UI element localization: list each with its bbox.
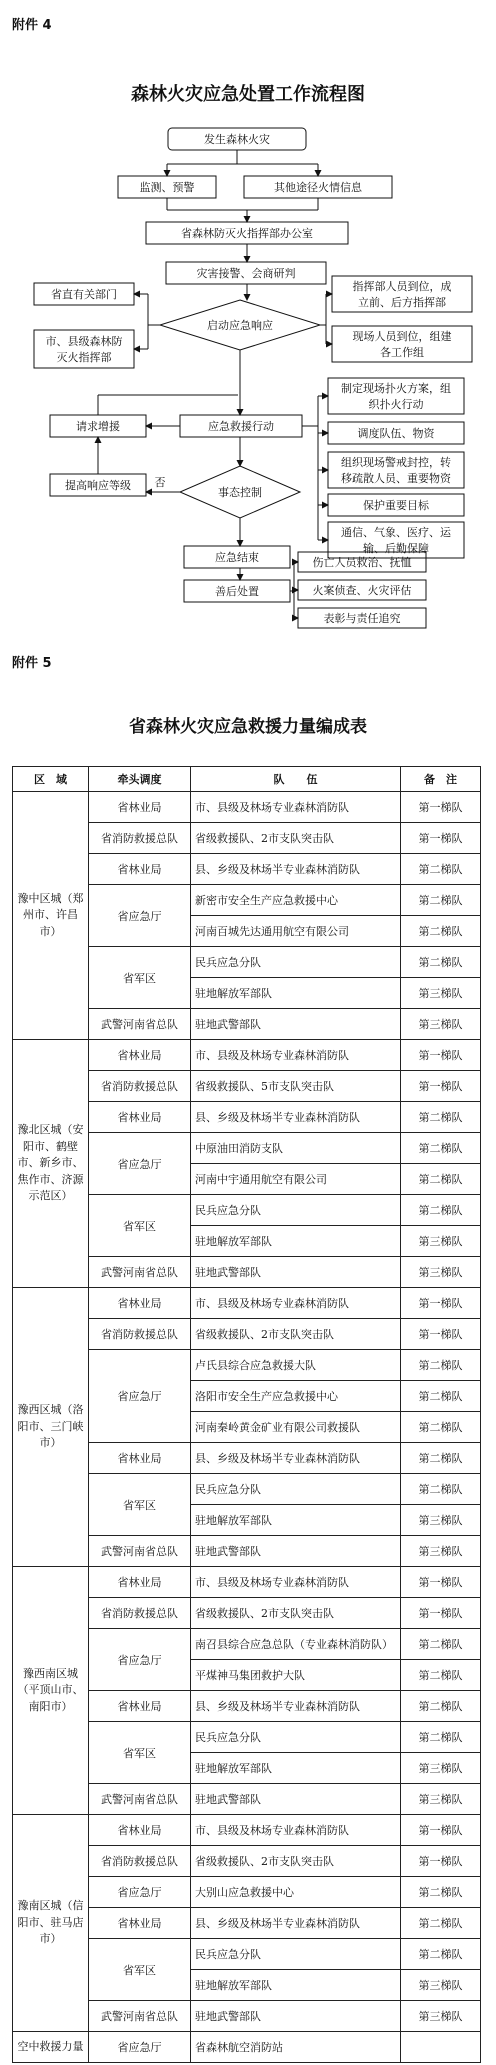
note-cell: 第二梯队 [401,1474,481,1505]
label-alarm: 灾害接警、会商研判 [196,267,296,280]
note-cell: 第二梯队 [401,885,481,916]
lead-cell: 省林业局 [89,854,191,885]
team-cell: 驻地解放军部队 [191,1970,401,2001]
team-cell: 县、乡级及林场半专业森林消防队 [191,1443,401,1474]
label-raise-level: 提高响应等级 [65,479,131,492]
note-cell: 第三梯队 [401,1009,481,1040]
note-cell: 第一梯队 [401,1288,481,1319]
lead-cell: 省林业局 [89,1102,191,1133]
team-cell: 省级救援队、2市支队突击队 [191,823,401,854]
attachment-5-label: 附件 5 [12,656,52,671]
lead-cell: 省应急厅 [89,1877,191,1908]
team-cell: 省级救援队、2市支队突击队 [191,1846,401,1877]
lead-cell: 武警河南省总队 [89,2001,191,2032]
flowchart-title: 森林火灾应急处置工作流程图 [131,84,365,105]
lead-cell: 省军区 [89,1722,191,1784]
lead-cell: 省军区 [89,947,191,1009]
table-header-row [13,767,481,792]
region-cell: 空中救援力量 [13,2032,89,2063]
lead-cell: 省林业局 [89,1908,191,1939]
team-cell: 驻地武警部队 [191,1009,401,1040]
table-row [13,792,481,823]
team-cell: 驻地解放军部队 [191,978,401,1009]
team-cell: 驻地解放军部队 [191,1753,401,1784]
team-cell: 驻地解放军部队 [191,1226,401,1257]
region-cell: 豫西南区城（平顶山市、南阳市） [13,1567,89,1815]
note-cell: 第二梯队 [401,1412,481,1443]
team-cell: 驻地武警部队 [191,1784,401,1815]
note-cell: 第二梯队 [401,1629,481,1660]
table-row [13,1567,481,1598]
label-end: 应急结束 [215,551,259,564]
label-request: 请求增援 [76,420,120,433]
label-act3-2: 移疏散人员、重要物资 [341,472,451,485]
note-cell: 第三梯队 [401,1970,481,2001]
lead-cell: 省应急厅 [89,2032,191,2063]
team-cell: 民兵应急分队 [191,1939,401,1970]
lead-cell: 省消防救援总队 [89,1846,191,1877]
lead-cell: 省消防救援总队 [89,1319,191,1350]
label-left-city-1: 市、县级森林防 [45,335,123,348]
note-cell: 第二梯队 [401,1722,481,1753]
table-row [13,1288,481,1319]
lead-cell: 武警河南省总队 [89,1536,191,1567]
team-cell: 县、乡级及林场半专业森林消防队 [191,1908,401,1939]
note-cell: 第一梯队 [401,792,481,823]
label-right-hq-2: 立前、后方指挥部 [358,296,446,309]
col-header-lead: 牵头调度 [89,767,191,792]
team-cell: 驻地武警部队 [191,1536,401,1567]
lead-cell: 省林业局 [89,1691,191,1722]
lead-cell: 省林业局 [89,1567,191,1598]
label-post2: 火案侦查、火灾评估 [312,584,412,597]
label-other-info: 其他途径火情信息 [274,181,362,194]
team-cell: 省森林航空消防站 [191,2032,401,2063]
label-act3-1: 组织现场警戒封控，转 [341,456,451,469]
team-cell: 民兵应急分队 [191,947,401,978]
label-right-hq-1: 指挥部人员到位，成 [352,280,452,293]
rescue-force-table [12,766,481,2063]
team-cell: 民兵应急分队 [191,1722,401,1753]
lead-cell: 省消防救援总队 [89,1598,191,1629]
label-rescue: 应急救援行动 [208,420,274,433]
lead-cell: 武警河南省总队 [89,1009,191,1040]
region-cell: 豫西区城（洛阳市、三门峡市） [13,1288,89,1567]
lead-cell: 武警河南省总队 [89,1784,191,1815]
note-cell: 第三梯队 [401,1505,481,1536]
label-post3: 表彰与责任追究 [323,612,401,625]
team-cell: 平煤神马集团救护大队 [191,1660,401,1691]
team-cell: 中原油田消防支队 [191,1133,401,1164]
label-act5-1: 通信、气象、医疗、运 [341,526,451,539]
team-cell: 河南中宇通用航空有限公司 [191,1164,401,1195]
note-cell: 第三梯队 [401,978,481,1009]
table-row [13,1815,481,1846]
team-cell: 省级救援队、5市支队突击队 [191,1071,401,1102]
region-cell: 豫中区城（郑州市、许昌市） [13,792,89,1040]
label-act1-2: 织扑火行动 [368,398,424,411]
table-title: 省森林火灾应急救援力量编成表 [129,717,367,737]
lead-cell: 省应急厅 [89,885,191,947]
team-cell: 新密市安全生产应急救援中心 [191,885,401,916]
label-hq-office: 省森林防灭火指挥部办公室 [181,227,313,240]
lead-cell: 省军区 [89,1474,191,1536]
note-cell: 第二梯队 [401,1381,481,1412]
lead-cell: 省军区 [89,1195,191,1257]
team-cell: 南召县综合应急总队（专业森林消防队） [191,1629,401,1660]
lead-cell: 省林业局 [89,1288,191,1319]
region-cell: 豫北区城（安阳市、鹤壁市、新乡市、焦作市、济源示范区） [13,1040,89,1288]
note-cell: 第二梯队 [401,1133,481,1164]
note-cell: 第二梯队 [401,916,481,947]
lead-cell: 省消防救援总队 [89,823,191,854]
region-cell: 豫南区城（信阳市、驻马店市） [13,1815,89,2032]
label-no: 否 [154,476,166,489]
label-act4: 保护重要目标 [363,499,429,512]
team-cell: 省级救援队、2市支队突击队 [191,1319,401,1350]
label-act1-1: 制定现场扑火方案，组 [341,382,451,395]
note-cell: 第三梯队 [401,1536,481,1567]
lead-cell: 省林业局 [89,1815,191,1846]
label-start-response: 启动应急响应 [207,319,273,332]
team-cell: 民兵应急分队 [191,1195,401,1226]
team-cell: 市、县级及林场专业森林消防队 [191,1040,401,1071]
team-cell: 县、乡级及林场半专业森林消防队 [191,1691,401,1722]
lead-cell: 省军区 [89,1939,191,2001]
team-cell: 市、县级及林场专业森林消防队 [191,1567,401,1598]
team-cell: 省级救援队、2市支队突击队 [191,1598,401,1629]
col-header-note: 备 注 [401,767,481,792]
note-cell: 第一梯队 [401,823,481,854]
note-cell: 第一梯队 [401,1815,481,1846]
note-cell: 第一梯队 [401,1071,481,1102]
label-post1: 伤亡人员救治、抚恤 [312,556,412,569]
note-cell: 第三梯队 [401,1784,481,1815]
note-cell: 第一梯队 [401,1598,481,1629]
team-cell: 市、县级及林场专业森林消防队 [191,1815,401,1846]
label-right-field-1: 现场人员到位，组建 [352,330,452,343]
team-cell: 市、县级及林场专业森林消防队 [191,792,401,823]
note-cell: 第三梯队 [401,2001,481,2032]
team-cell: 大别山应急救援中心 [191,1877,401,1908]
label-aftermath: 善后处置 [215,585,259,598]
attachment-4-label: 附件 4 [12,18,52,33]
note-cell: 第三梯队 [401,1226,481,1257]
team-cell: 民兵应急分队 [191,1474,401,1505]
lead-cell: 省应急厅 [89,1133,191,1195]
note-cell: 第二梯队 [401,1660,481,1691]
lead-cell: 省林业局 [89,792,191,823]
lead-cell: 省应急厅 [89,1629,191,1691]
note-cell: 第一梯队 [401,1319,481,1350]
lead-cell: 省应急厅 [89,1350,191,1443]
note-cell: 第二梯队 [401,947,481,978]
note-cell: 第二梯队 [401,1443,481,1474]
label-act2: 调度队伍、物资 [357,427,435,440]
table-row [13,2032,481,2063]
note-cell: 第二梯队 [401,1164,481,1195]
label-act5-2: 输、后勤保障 [363,542,429,555]
lead-cell: 省林业局 [89,1443,191,1474]
team-cell: 洛阳市安全生产应急救援中心 [191,1381,401,1412]
note-cell: 第二梯队 [401,1102,481,1133]
note-cell: 第二梯队 [401,1350,481,1381]
note-cell: 第一梯队 [401,1846,481,1877]
note-cell: 第二梯队 [401,1939,481,1970]
note-cell: 第一梯队 [401,1567,481,1598]
label-control: 事态控制 [218,486,262,499]
team-cell: 县、乡级及林场半专业森林消防队 [191,1102,401,1133]
note-cell: 第二梯队 [401,1877,481,1908]
note-cell: 第二梯队 [401,1691,481,1722]
note-cell: 第二梯队 [401,1195,481,1226]
label-monitoring: 监测、预警 [139,181,195,194]
note-cell [401,2032,481,2063]
flowchart [0,0,496,640]
team-cell: 河南百城先达通用航空有限公司 [191,916,401,947]
team-cell: 河南秦岭黄金矿业有限公司救援队 [191,1412,401,1443]
team-cell: 驻地解放军部队 [191,1505,401,1536]
team-cell: 市、县级及林场专业森林消防队 [191,1288,401,1319]
team-cell: 卢氏县综合应急救援大队 [191,1350,401,1381]
lead-cell: 武警河南省总队 [89,1257,191,1288]
note-cell: 第一梯队 [401,1040,481,1071]
team-cell: 驻地武警部队 [191,2001,401,2032]
col-header-team: 队 伍 [191,767,401,792]
team-cell: 驻地武警部队 [191,1257,401,1288]
lead-cell: 省消防救援总队 [89,1071,191,1102]
lead-cell: 省林业局 [89,1040,191,1071]
note-cell: 第三梯队 [401,1257,481,1288]
col-header-region: 区 域 [13,767,89,792]
label-fire-occurs: 发生森林火灾 [204,133,270,146]
team-cell: 县、乡级及林场半专业森林消防队 [191,854,401,885]
label-left-city-2: 灭火指挥部 [56,351,112,364]
note-cell: 第三梯队 [401,1753,481,1784]
label-right-field-2: 各工作组 [380,346,424,359]
label-left-dept: 省直有关部门 [51,288,117,301]
note-cell: 第二梯队 [401,1908,481,1939]
table-row [13,1040,481,1071]
note-cell: 第二梯队 [401,854,481,885]
